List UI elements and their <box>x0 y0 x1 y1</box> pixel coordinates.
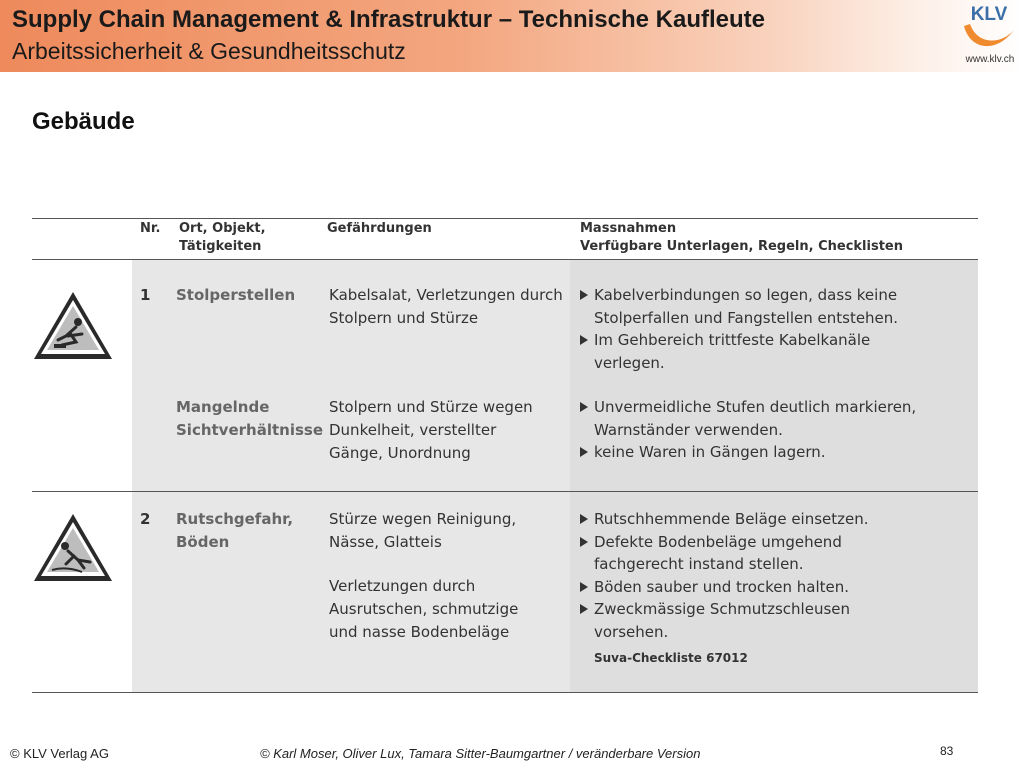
row-2-massnahmen <box>580 508 869 670</box>
tripping-hazard-warning-icon <box>32 290 114 362</box>
row-1b-ort-line1: Mangelnde <box>176 398 270 416</box>
header-nr: Nr. <box>140 221 161 236</box>
row-1b-gefaehrdung-line2: Dunkelheit, verstellter <box>329 421 497 439</box>
row-2-gefaehrdung-b-line3: und nasse Bodenbeläge <box>329 623 510 641</box>
section-heading: Gebäude <box>32 108 135 135</box>
list-item: Defekte Bodenbeläge umgehend fachgerecht instand stellen. <box>580 531 869 576</box>
footer-copyright-publisher: © KLV Verlag AG <box>10 746 109 761</box>
header-band <box>0 0 1024 72</box>
header-gefaehrdungen: Gefährdungen <box>327 221 432 236</box>
row-2-gefaehrdung-a-line2: Nässe, Glatteis <box>329 533 442 551</box>
header-massnahmen-line1: Massnahmen <box>580 221 677 236</box>
checklist-reference: Suva-Checkliste 67012 <box>594 651 748 665</box>
klv-logo <box>958 4 1020 70</box>
row-1b-massnahmen <box>580 396 916 464</box>
row-2-gefaehrdung-b-line1: Verletzungen durch <box>329 577 476 595</box>
row-2-ort-line2: Böden <box>176 533 230 551</box>
row-1a-massnahmen <box>580 284 898 374</box>
list-item: keine Waren in Gängen lagern. <box>580 441 916 464</box>
bullet-arrow-icon <box>580 335 588 345</box>
header-massnahmen-line2: Verfügbare Unterlagen, Regeln, Checklisten <box>580 239 903 254</box>
page-number: 83 <box>940 744 954 758</box>
logo-swoosh-icon <box>962 20 1016 54</box>
row-1b-ort-line2: Sichtverhältnisse <box>176 421 323 439</box>
row-2-number: 2 <box>140 510 151 528</box>
page-title: Supply Chain Management & Infrastruktur – Technische Kaufleute <box>12 6 766 33</box>
list-item: Kabelverbindungen so legen, dass keine Stolperfallen und Fangstellen entstehen. <box>580 284 898 329</box>
logo-text: KLV <box>970 4 1008 25</box>
row-divider <box>32 491 978 492</box>
hazard-table <box>32 218 978 694</box>
list-item: Im Gehbereich trittfeste Kabelkanäle verlegen. <box>580 329 898 374</box>
slippery-surface-warning-icon <box>32 512 114 584</box>
bullet-arrow-icon <box>580 447 588 457</box>
row-2-ort-line1: Rutschgefahr, <box>176 510 294 528</box>
row-2-gefaehrdung-b-line2: Ausrutschen, schmutzige <box>329 600 519 618</box>
table-top-rule <box>32 218 978 219</box>
list-item: Böden sauber und trocken halten. <box>580 576 869 599</box>
header-ort-line1: Ort, Objekt, <box>179 221 266 236</box>
logo-url: www.klv.ch <box>965 54 1015 65</box>
table-header-rule <box>32 259 978 260</box>
list-item: Unvermeidliche Stufen deutlich markieren, Warnständer verwenden. <box>580 396 916 441</box>
row-1a-gefaehrdung-line1: Kabelsalat, Verletzungen durch <box>329 286 563 304</box>
bullet-arrow-icon <box>580 537 588 547</box>
row-1b-gefaehrdung-line3: Gänge, Unordnung <box>329 444 471 462</box>
page-subtitle: Arbeitssicherheit & Gesundheitsschutz <box>12 38 406 64</box>
row-2-gefaehrdung-a-line1: Stürze wegen Reinigung, <box>329 510 517 528</box>
row-1a-gefaehrdung-line2: Stolpern und Stürze <box>329 309 479 327</box>
table-bottom-rule <box>32 692 978 693</box>
header-ort-line2: Tätigkeiten <box>179 239 262 254</box>
row-1a-ort: Stolperstellen <box>176 286 296 304</box>
list-item: Rutschhemmende Beläge einsetzen. <box>580 508 869 531</box>
bullet-arrow-icon <box>580 402 588 412</box>
bullet-arrow-icon <box>580 514 588 524</box>
bullet-arrow-icon <box>580 604 588 614</box>
footer-copyright-authors: © Karl Moser, Oliver Lux, Tamara Sitter-Baumgartner / veränderbare Version <box>260 746 701 761</box>
row-1-number: 1 <box>140 286 151 304</box>
row-1b-gefaehrdung-line1: Stolpern und Stürze wegen <box>329 398 533 416</box>
bullet-arrow-icon <box>580 582 588 592</box>
list-item: Zweckmässige Schmutzschleusen vorsehen. <box>580 598 869 643</box>
bullet-arrow-icon <box>580 290 588 300</box>
